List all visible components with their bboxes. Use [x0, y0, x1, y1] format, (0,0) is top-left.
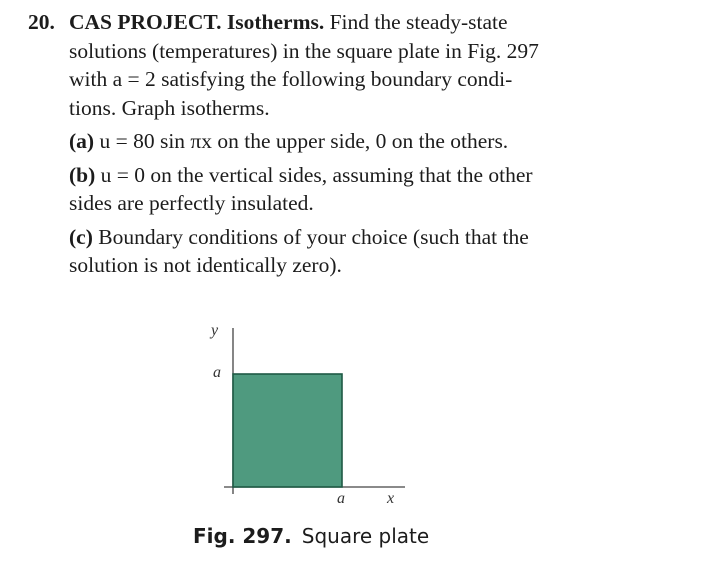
- part-a: [28, 127, 588, 156]
- part-b-line-1: u = 0 on the vertical sides, assuming that the other: [100, 162, 533, 187]
- square-plate: [233, 374, 342, 487]
- part-a-line-1: u = 80 sin πx on the upper side, 0 on the others.: [99, 129, 509, 153]
- part-a-label: (a): [69, 129, 95, 153]
- part-c-line-2: solution is not identically zero).: [69, 253, 342, 277]
- part-c-line-1: Boundary conditions of your choice (such that the: [98, 224, 529, 249]
- caption-text: Square plate: [301, 524, 430, 548]
- part-b-label: (b): [69, 162, 96, 187]
- part-c-label: (c): [69, 224, 93, 249]
- figure-caption: [193, 524, 429, 548]
- part-b: [28, 161, 588, 218]
- figure-drawing: [190, 318, 450, 518]
- x-tick-a-label: a: [337, 490, 345, 507]
- part-c: [28, 223, 588, 280]
- statement-line-4: tions. Graph isotherms.: [69, 95, 270, 120]
- problem-statement: [28, 8, 588, 122]
- statement-line-1: [69, 8, 588, 37]
- y-axis-label: y: [211, 322, 219, 339]
- problem-block: [28, 8, 588, 280]
- y-tick-a-label: a: [213, 364, 221, 381]
- statement-line-2: solutions (temperatures) in the square plate in Fig. 297: [69, 38, 539, 63]
- statement-line-3: with a = 2 satisfying the following boundary condi-: [69, 67, 513, 91]
- problem-number: 20.: [28, 10, 55, 34]
- caption-label: Fig. 297.: [193, 524, 292, 548]
- part-b-line-2: sides are perfectly insulated.: [69, 191, 314, 215]
- intro-line-1: Find the steady-state: [329, 10, 508, 34]
- problem-heading: CAS PROJECT. Isotherms.: [69, 10, 325, 34]
- x-axis-label: x: [387, 490, 395, 507]
